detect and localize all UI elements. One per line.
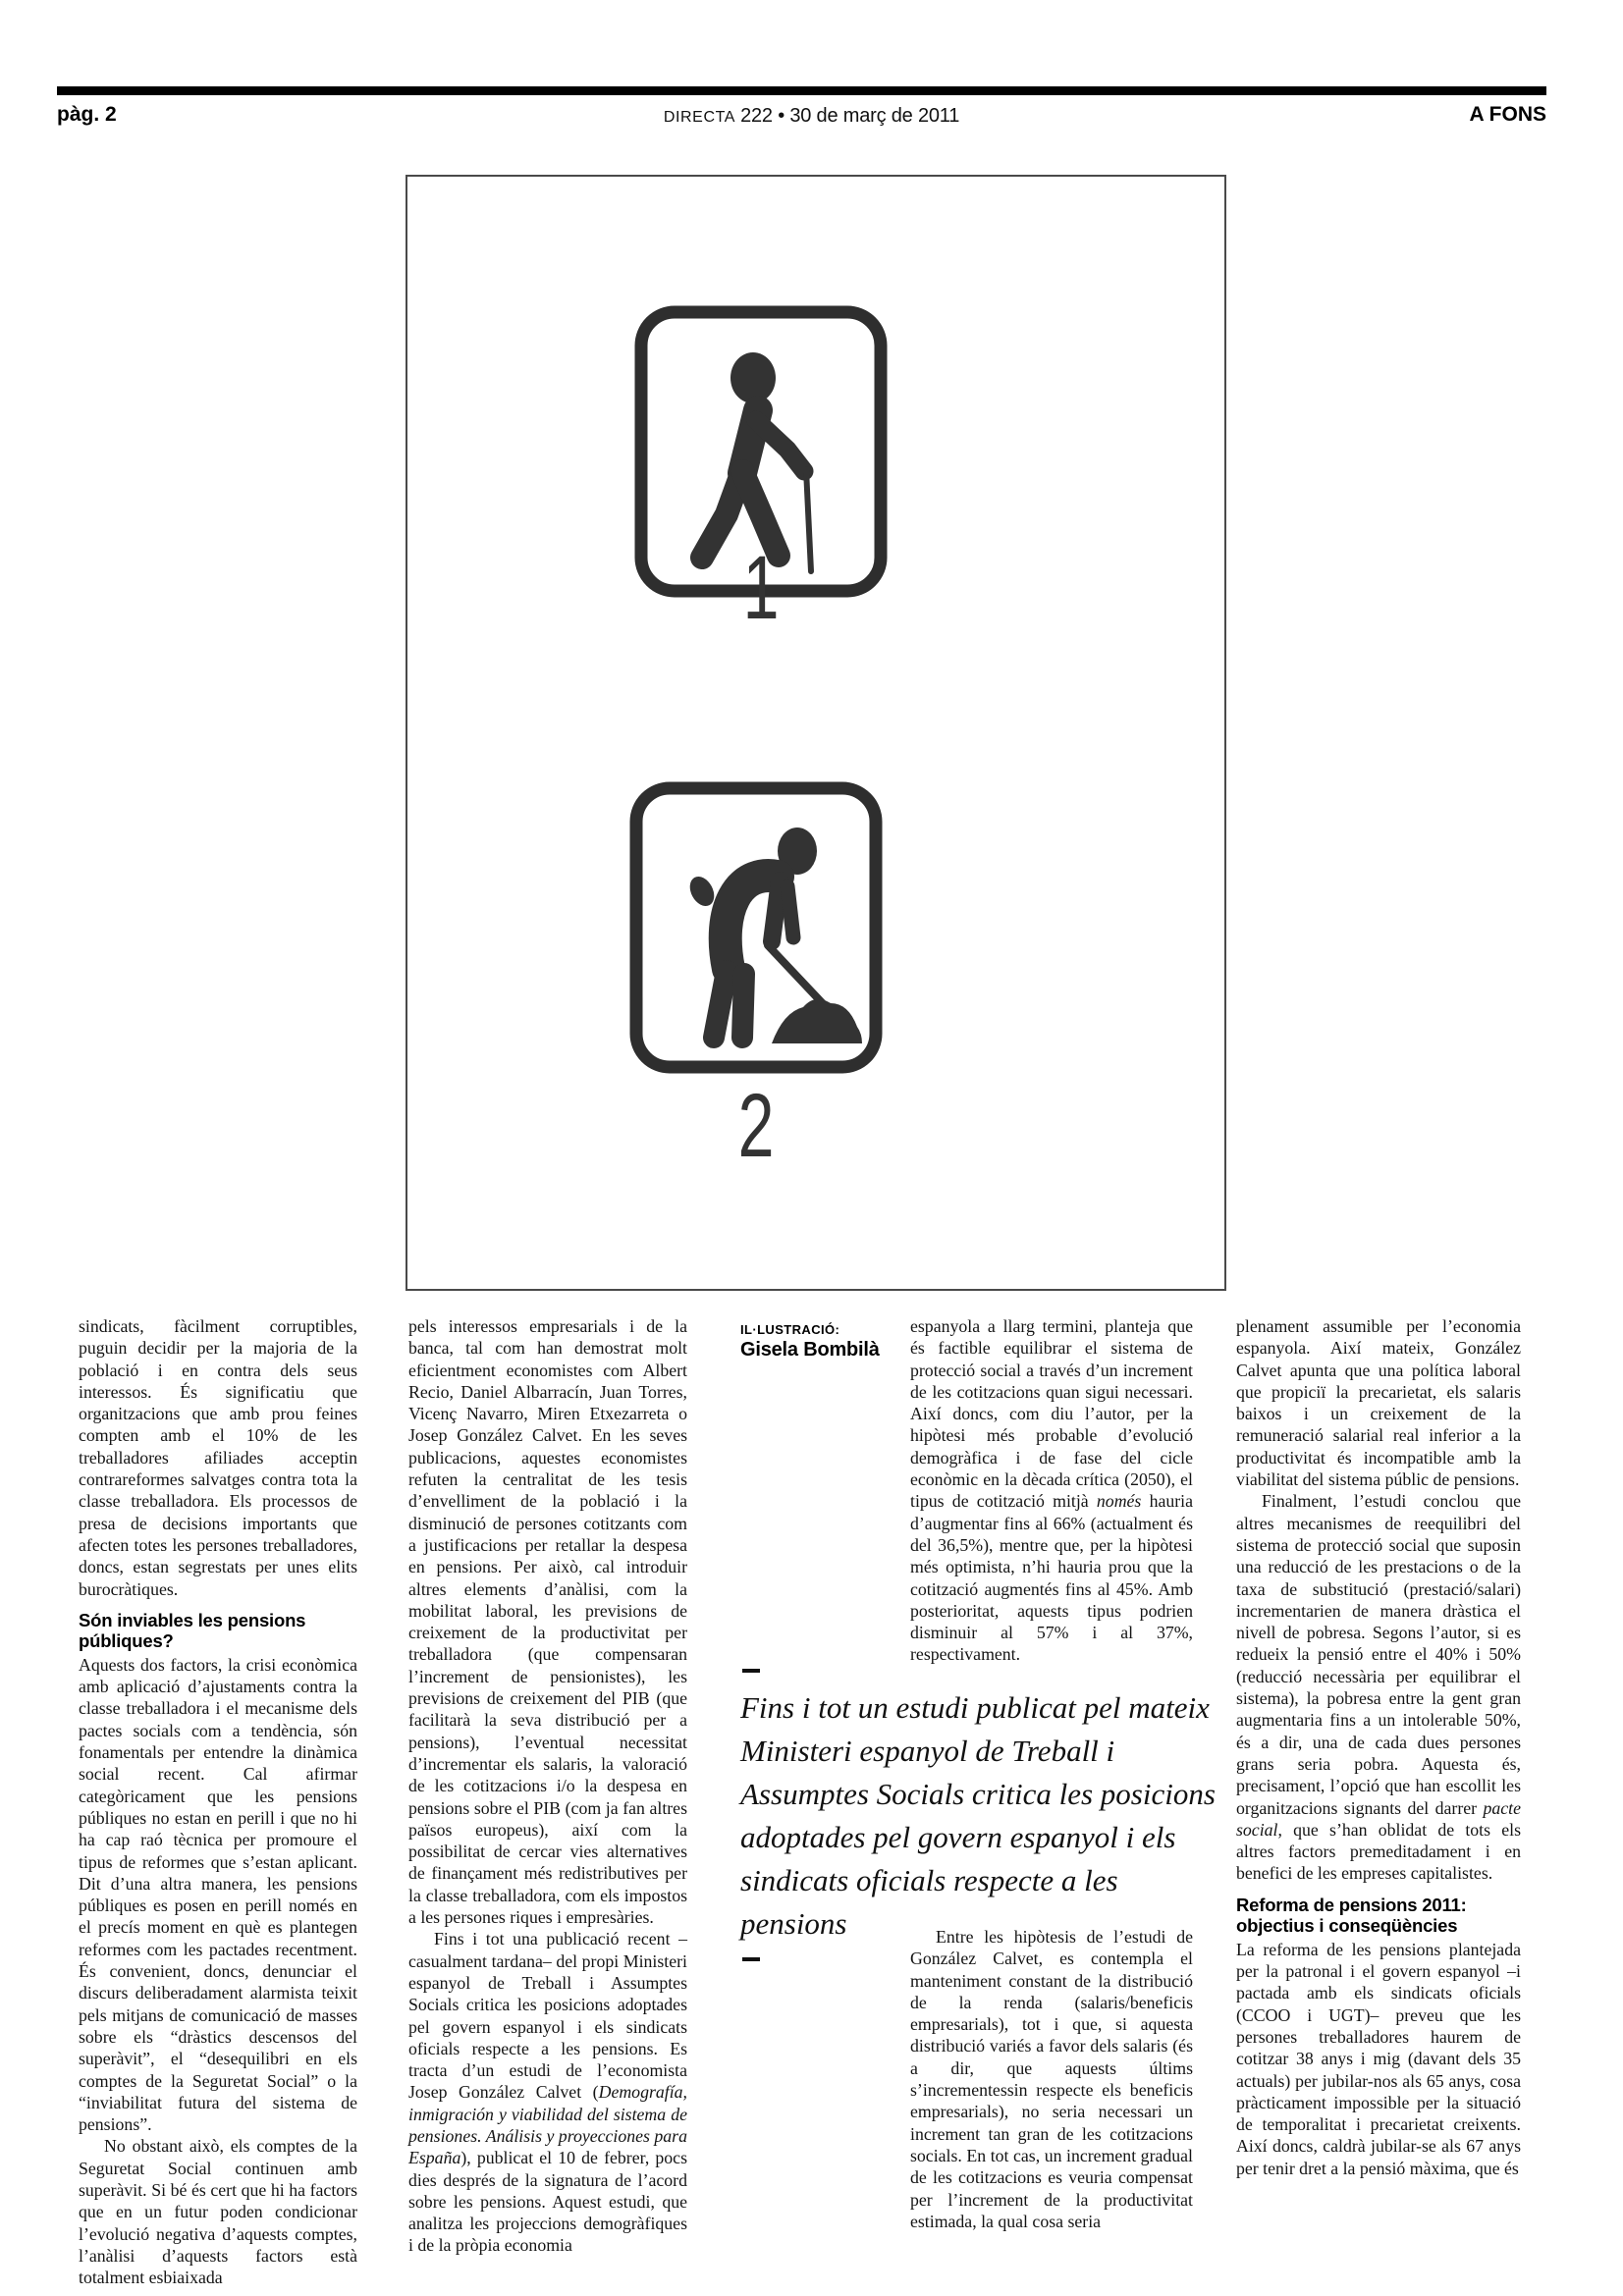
header-rule xyxy=(57,86,1546,95)
text-column-5 xyxy=(1236,1315,1521,2179)
article-paragraph: Aquests dos factors, la crisi econòmica amb aplicació d’ajustaments contra la classe treballadora i el mecanisme dels pactes socials com a tendència, són fonamentals per entendre la dinàmica social recent. Cal afirmar categòricament que les pensions públiques no estan en perill i que no hi ha cap raó tècnica per promoure el tipus de reformes que s’estan aplicant. Dit d’una altra manera, les pensions públiques es posen en perill només en el precís moment en què es plantegen reformes com les pactades recentment. És convenient, doncs, denunciar el discurs deliberadament alarmista teixit pels mitjans de comunicació de masses sobre els “dràstics descensos del superàvit”, el “desequilibri en els comptes de la Seguretat Social” o la “inviabilitat futura del sistema de pensions”. xyxy=(79,1654,357,2135)
subhead-line: Reforma de pensions 2011: xyxy=(1236,1894,1467,1915)
text-column-2 xyxy=(408,1315,687,2257)
subhead-line: objectius i conseqüències xyxy=(1236,1914,1458,1936)
emphasis-italic: només xyxy=(1096,1491,1142,1512)
masthead-issue: 222 • 30 de març de 2011 xyxy=(740,105,960,127)
article-paragraph: pels interessos empresarials i de la banca, tal com han demostrat molt eficientment economistes com Albert Recio, Daniel Albarracín, Juan Torres, Vicenç Navarro, Miren Etxezarreta o Josep González Calvet. En les seves publicacions, aquestes economistes refuten la centralitat de les tesis d’envelliment de la població i la disminució de persones cotitzants com a justificacions per retallar la despesa en pensions. Per això, cal introduir altres elements d’anàlisi, com la mobilitat laboral, les previsions de creixement de la productivitat per treballadora (que compensaran l’increment de pensionistes), les previsions de creixement del PIB (que facilitarà la seva distribució per a pensions), l’eventual necessitat d’incrementar els salaris, la valoració de les cotitzacions i/o la despesa en pensions sobre el PIB (com ja fan altres països europeus), així com la possibilitat de cercar vies alternatives de finançament més redistributives per la classe treballadora, com els impostos a les persones riques i empresàries. xyxy=(408,1316,687,1928)
paragraph-run: espanyola a llarg termini, planteja que és factible equilibrar el sistema de protecció social a través d’un increment de les cotitzacions quan sigui necessari. Així doncs, com diu l’autor, per la hipòtesi més probable d’evolució demogràfica i de fase del cicle econòmic en la dècada crítica (2050), el tipus de cotització mitjà xyxy=(910,1316,1193,1512)
section-title: A FONS xyxy=(1469,103,1546,126)
paragraph-run: Finalment, l’estudi conclou que altres mecanismes de reequilibri del sistema de protecció social que suposin una reducció de les prestacions o de la taxa de substitució (prestació/salari) incrementarien de manera dràstica el nivell de pobresa. Segons l’autor, si es redueix la pensió entre el 40% i 50% (reducció necessària per equilibrar el sistema), la pobresa entre la gent gran augmentaria fins a un intolerable 50%, és a dir, una de cada dues persones grans seria pobra. Aquesta és, precisament, l’opció que han escollit les organitzacions signants del darrer xyxy=(1236,1491,1521,1818)
credit-author: Gisela Bombilà xyxy=(740,1339,880,1361)
article-paragraph: Entre les hipòtesis de l’estudi de González Calvet, es contempla el manteniment constant de la distribució de la renda (salaris/beneficis empresarials), tot i que, si aquesta distribució variés a favor dels salaris (és a dir, que aquests últims s’incrementessin respecte els beneficis empresarials), no seria necessari un increment tan gran de les cotitzacions socials. En tot cas, un increment gradual de les cotitzacions es veuria compensat per l’increment de la productivitat estimada, la qual cosa seria xyxy=(910,1927,1193,2231)
sign1-number: 1 xyxy=(742,538,780,638)
sign2-number: 2 xyxy=(737,1076,775,1176)
illustration-frame xyxy=(406,175,1226,1291)
text-column-1 xyxy=(79,1315,357,2288)
roadworks-digger-sign-icon xyxy=(628,780,884,1075)
book-title-italic: Demografía, inmigración y viabilidad del sistema de pensiones. Análisis y proyecciones para España xyxy=(408,2082,687,2168)
quote-dash-top xyxy=(742,1669,760,1673)
article-paragraph xyxy=(1236,1490,1521,1884)
article-paragraph: sindicats, fàcilment corruptibles, puguin decidir per la majoria de la població i en contra dels seus interessos. És significatiu que organitzacions que amb prou feines compten amb el 10% de les treballadores afiliades acceptin contrareformes salvatges contra tota la classe treballadora. Els processos de presa de decisions importants que afecten totes les persones treballadores, doncs, estan segrestats per unes elits burocràtiques. xyxy=(79,1316,357,1599)
article-paragraph xyxy=(408,1928,687,2256)
credit-kicker: IL·LUSTRACIÓ: xyxy=(740,1322,840,1337)
masthead-brand: DIRECTA xyxy=(663,109,736,126)
masthead xyxy=(664,105,959,129)
pull-quote-text: Fins i tot un estudi publicat pel mateix Ministeri espanyol de Treball i Assumptes Socials critica les posicions adoptades pel govern espanyol i els sindicats oficials respecte a les pensions xyxy=(740,1690,1216,1941)
emphasis-italic: pacte social xyxy=(1236,1797,1521,1840)
subhead-pensions-viability: Són inviables les pensions públiques? xyxy=(79,1609,306,1651)
article-paragraph: No obstant això, els comptes de la Seguretat Social continuen amb superàvit. Si bé és cert que hi ha factors que en un futur poden condicionar l’evolució negativa d’aquests comptes, l’anàlisi d’aquests factors està totalment esbiaixada xyxy=(79,2136,357,2288)
text-column-4-lower xyxy=(910,1926,1193,2232)
pull-quote xyxy=(740,1669,1219,1961)
paragraph-run: hauria d’augmentar fins al 66% (actualment és del 36,5%), mentre que, per la hipòtesi més optimista, n’hi hauria prou que la cotització augmentés fins al 45%. Amb posterioritat, aquests tipus podrien disminuir al 57% i al 37%, respectivament. xyxy=(910,1491,1193,1665)
article-paragraph: plenament assumible per l’economia espanyola. Així mateix, González Calvet apunta que una política laboral que propiciï la precarietat, els salaris baixos i un creixement de la remuneració salarial real inferior a la productivitat és incompatible amb la viabilitat del sistema públic de pensions. xyxy=(1236,1316,1521,1490)
paragraph-run: Fins i tot una publicació recent –casualment tardana– del propi Ministeri espanyol de Treball i Assumptes Socials critica les posicions adoptades pel govern espanyol i els sindicats oficials respecte a les pensions. Es tracta d’un estudi de l’economista Josep González Calvet ( xyxy=(408,1929,687,2103)
quote-dash-bottom xyxy=(742,1957,760,1961)
paragraph-run: ), publicat el 10 de febrer, pocs dies després de la signatura de l’acord sobre les pensions. Aquest estudi, que analitza les projeccions demogràfiques i de la pròpia economia xyxy=(408,2148,687,2256)
article-paragraph: La reforma de les pensions plantejada per la patronal i el govern espanyol –i pactada amb els sindicats oficials (CCOO i UGT)– preveu que les persones treballadores haurem de cotitzar 38 anys i mig (davant dels 35 actuals) per jubilar-nos als 65 anys, cosa pràcticament impossible per la situació de temporalitat i precarietat creixents. Així doncs, caldrà jubilar-se als 67 anys per tenir dret a la pensió màxima, que és xyxy=(1236,1939,1521,2178)
paragraph-run: , que s’han oblidat de tots els altres factors premeditadament i en benefici de les empreses capitalistes. xyxy=(1236,1819,1521,1884)
subhead-pension-reform xyxy=(1236,1895,1521,1936)
page-number: pàg. 2 xyxy=(57,103,117,126)
text-column-4-upper xyxy=(910,1315,1193,1666)
article-paragraph xyxy=(910,1315,1193,1666)
